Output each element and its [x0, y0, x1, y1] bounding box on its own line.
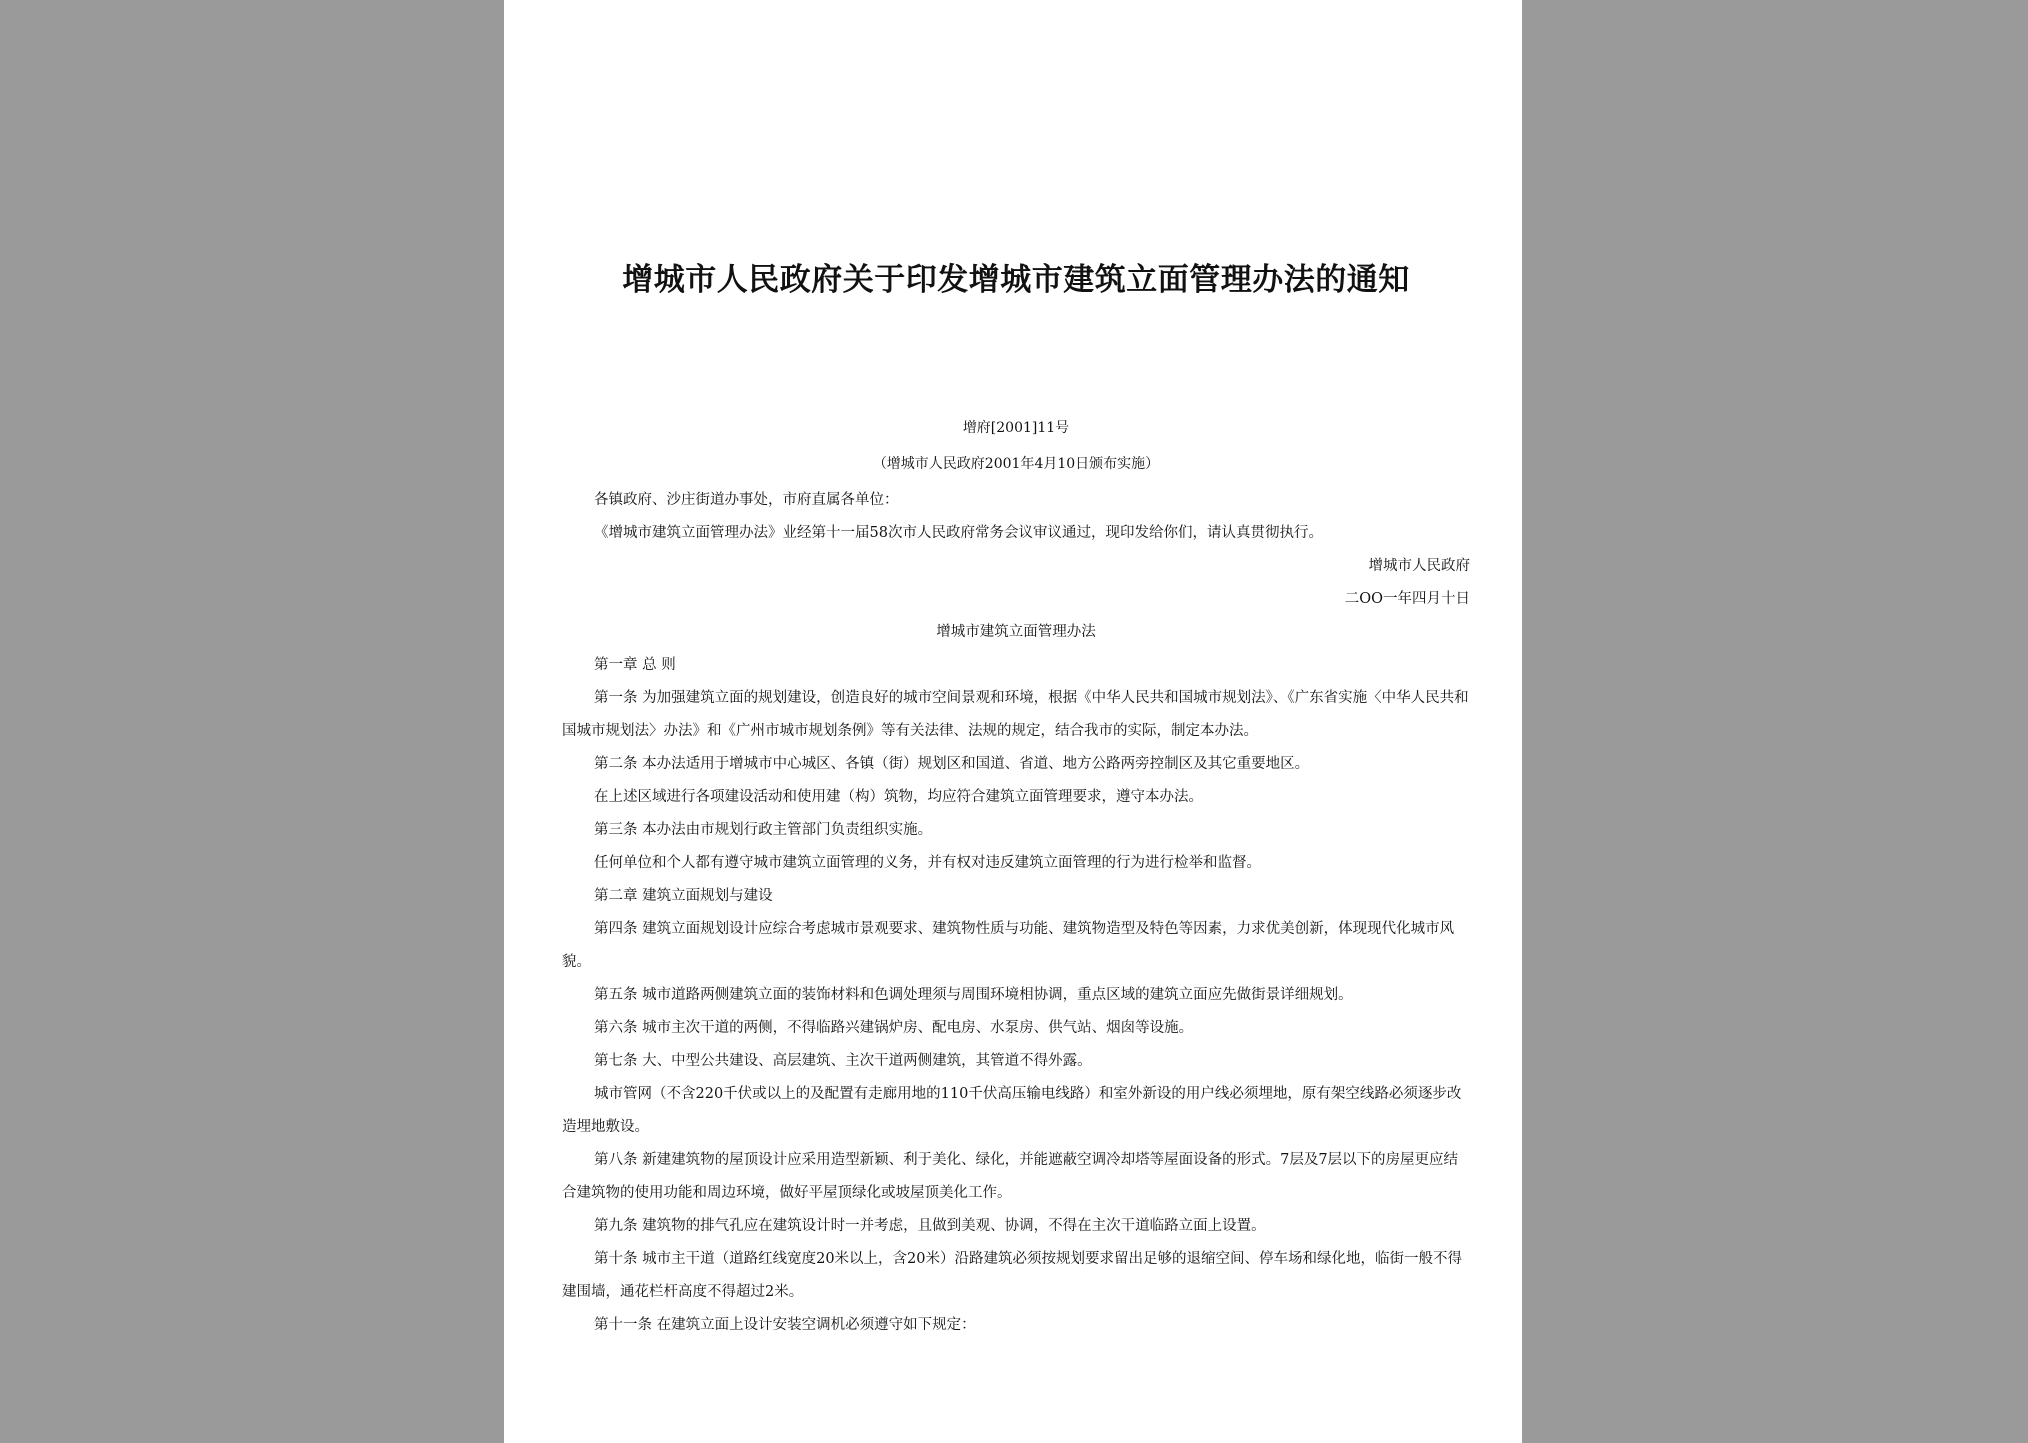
paragraph: 第一章 总 则: [594, 657, 676, 673]
paragraph: 第一条 为加强建筑立面的规划建设，创造良好的城市空间景观和环境，根据《中华人民共和国城市规划法》、《广东省实施〈中华人民共和国城市规划法〉办法》和《广州市城市规划条例》等有关法律、法规的规定，结合我市的实际，制定本办法。: [562, 690, 1469, 739]
document-number: 增府[2001]11号: [962, 420, 1070, 436]
paragraph: 在上述区域进行各项建设活动和使用建（构）筑物，均应符合建筑立面管理要求，遵守本办法。: [594, 789, 1203, 805]
signature-org: 增城市人民政府: [1368, 558, 1470, 574]
paragraph: 第八条 新建建筑物的屋顶设计应采用造型新颖、利于美化、绿化，并能遮蔽空调冷却塔等屋面设备的形式。7层及7层以下的房屋更应结合建筑物的使用功能和周边环境，做好平屋顶绿化或坡屋顶美化工作。: [562, 1152, 1459, 1201]
signature-date: 二OO一年四月十日: [1344, 591, 1470, 607]
paragraph: 第六条 城市主次干道的两侧，不得临路兴建锅炉房、配电房、水泵房、供气站、烟囱等设施。: [594, 1020, 1194, 1036]
recipients-line: 各镇政府、沙庄街道办事处，市府直属各单位：: [594, 492, 899, 508]
paragraph: 第二条 本办法适用于增城市中心城区、各镇（街）规划区和国道、省道、地方公路两旁控制区及其它重要地区。: [594, 756, 1310, 772]
paragraph: 第五条 城市道路两侧建筑立面的装饰材料和色调处理须与周围环境相协调，重点区域的建筑立面应先做街景详细规划。: [594, 987, 1353, 1003]
paragraph: 城市管网（不含220千伏或以上的及配置有走廊用地的110千伏高压输电线路）和室外新设的用户线必须埋地，原有架空线路必须逐步改造埋地敷设。: [562, 1086, 1462, 1135]
paragraph: 第九条 建筑物的排气孔应在建筑设计时一并考虑，且做到美观、协调，不得在主次干道临路立面上设置。: [594, 1218, 1266, 1234]
paragraph: 第二章 建筑立面规划与建设: [594, 888, 773, 904]
paragraph: 第十条 城市主干道（道路红线宽度20米以上，含20米）沿路建筑必须按规划要求留出足够的退缩空间、停车场和绿化地，临街一般不得建围墙，通花栏杆高度不得超过2米。: [562, 1251, 1463, 1300]
measure-title: 增城市建筑立面管理办法: [936, 624, 1096, 640]
paragraph: 第三条 本办法由市规划行政主管部门负责组织实施。: [594, 822, 933, 838]
document-page: [504, 0, 1522, 1443]
issue-note: （增城市人民政府2001年4月10日颁布实施）: [872, 456, 1160, 472]
paragraph: 第十一条 在建筑立面上设计安装空调机必须遵守如下规定：: [594, 1317, 976, 1333]
document-title: 增城市人民政府关于印发增城市建筑立面管理办法的通知: [622, 262, 1410, 298]
paragraph: 任何单位和个人都有遵守城市建筑立面管理的义务，并有权对违反建筑立面管理的行为进行检举和监督。: [594, 855, 1261, 871]
paragraph: 第四条 建筑立面规划设计应综合考虑城市景观要求、建筑物性质与功能、建筑物造型及特色等因素，力求优美创新，体现现代化城市风貌。: [562, 921, 1455, 970]
document-body: [562, 484, 1470, 1342]
paragraph: 第七条 大、中型公共建设、高层建筑、主次干道两侧建筑，其管道不得外露。: [594, 1053, 1092, 1069]
intro-paragraph: 《增城市建筑立面管理办法》业经第十一届58次市人民政府常务会议审议通过，现印发给你们，请认真贯彻执行。: [594, 525, 1323, 541]
